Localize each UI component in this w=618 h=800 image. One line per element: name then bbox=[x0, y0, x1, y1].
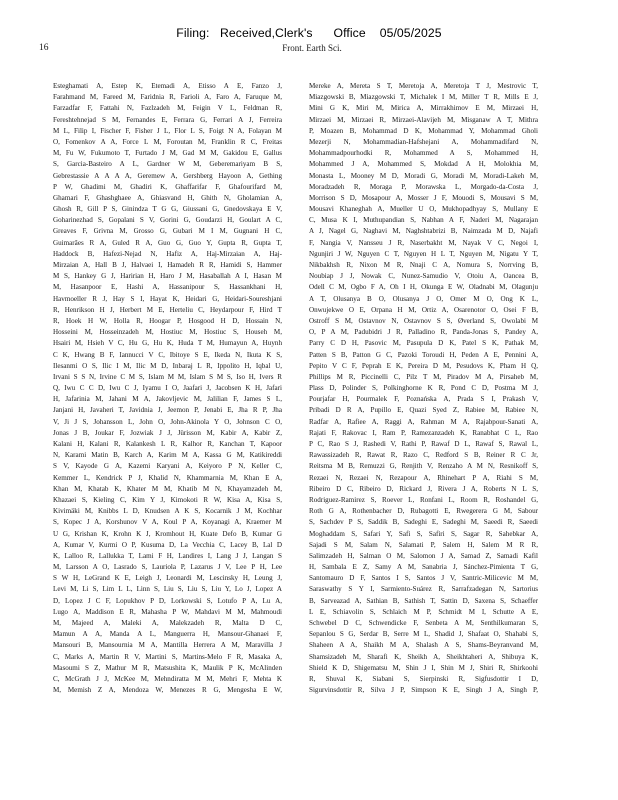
author-line: Roth G A, Rothenbacher D, Rubagotti E, Rwegerera G M, Sabour bbox=[309, 507, 538, 516]
author-line: Morrison S D, Mosapour A, Mosser J F, Mouodi S, Mousavi S M, bbox=[309, 193, 538, 202]
author-line: Odell C M, Ogbo F A, Oh I H, Okunga E W, Oladnabi M, Olagunju bbox=[309, 283, 538, 292]
author-line: H, Sambala E Z, Samy A M, Sanabria J, Sánchez-Pimienta T G, bbox=[309, 563, 538, 572]
author-line: A, Kumar V, Kurmi O P, Kusuma D, La Vecchia C, Lacey B, Lal D bbox=[53, 540, 282, 549]
author-line: U G, Krishan K, Krohn K J, Kromhout H, Kuate Defo B, Kumar G bbox=[53, 529, 282, 538]
author-line: Esteghamati A, Estep K, Etemadi A, Etisso A E, Fanzo J, bbox=[53, 82, 282, 90]
author-line: Gebrestassie A A A A, Geremew A, Gershberg Hayoon A, Gething bbox=[53, 171, 282, 180]
author-line: Ngunjiri J W, Nguyen C T, Nguyen H L T, Nguyen M, Nigatu Y T, bbox=[309, 249, 538, 258]
author-line: Haddock B, Hafezi-Nejad N, Hafiz A, Haj-Mirzaian A, Haj- bbox=[53, 249, 282, 258]
author-line: N, Karami Matin B, Karch A, Karim M A, Kassa G M, Katikireddi bbox=[53, 451, 282, 460]
author-line: A J, Nagel G, Naghavi M, Naghshtabrizi B, Naimzada M D, Najafi bbox=[309, 227, 538, 236]
author-line: Farzadfar F, Fattahi N, Fazlzadeh M, Feigin V L, Feldman R, bbox=[53, 104, 282, 113]
author-line: Ostroff S M, Ostavnov N, Ostavnov S S, Øverland S, Owolabi M bbox=[309, 316, 538, 325]
author-line: Hosseini M, Hosseinzadeh M, Hostiuc M, Hostiuc S, Househ M, bbox=[53, 328, 282, 337]
author-line: Mansouri B, Mansournia M A, Mantilla Herrera A M, Maravilla J bbox=[53, 641, 282, 650]
author-line: R, Shuval K, Siabani S, Sierpinski R, Sigfusdottir I D, bbox=[309, 674, 538, 683]
author-line: O, P A M, Padubidri J R, Palladino R, Panda-Jonas S, Pandey A, bbox=[309, 328, 538, 337]
author-line: Masoumi S Z, Mathur M R, Matsushita K, Maulik P K, McAlinden bbox=[53, 663, 282, 672]
author-line: M S, Hankey G J, Haririan H, Haro J M, Hasaballah A I, Hasan M bbox=[53, 272, 282, 281]
author-line: Pribadi D R A, Pupillo E, Quazi Syed Z, Rabiee M, Rabiee N, bbox=[309, 406, 538, 415]
filing-stamp: Filing: Received,Clerk's Office 05/05/2025 bbox=[176, 26, 442, 40]
author-list-left-column bbox=[53, 81, 282, 696]
author-line: Levi M, Li S, Lim L L, Linn S, Liu S, Liu S, Liu Y, Lo J, Lopez A bbox=[53, 585, 282, 594]
page-number: 16 bbox=[39, 43, 49, 53]
author-line: S, Sachdev P S, Saddik B, Sadeghi E, Sadeghi M, Saeedi R, Saeedi bbox=[309, 518, 538, 527]
author-line: Hsairi M, Hsieh V C, Hu G, Hu K, Huda T M, Humayun A, Huynh bbox=[53, 339, 282, 348]
author-line: Sigurvinsdottir R, Silva J P, Simpson K E, Singh J A, Singh P, bbox=[309, 686, 538, 695]
author-line: P, Moazen B, Mohammad D K, Mohammad Y, Mohammad Gholi bbox=[309, 126, 538, 135]
author-line: Khazaei S, Kieling C, Kim Y J, Kimokoti R W, Kisa A, Kisa S, bbox=[53, 495, 282, 504]
author-line: Goharinezhad S, Gopalani S V, Gorini G, Goudarzi H, Goulart A C, bbox=[53, 216, 282, 225]
author-line: Kivimäki M, Knibbs L D, Knudsen A K S, Kocarnik J M, Kochhar bbox=[53, 507, 282, 516]
author-line: M, Fu W, Fukumoto T, Furtado J M, Gad M M, Gakidou E, Gallus bbox=[53, 149, 282, 158]
author-line: B, Sarveazad A, Sathian B, Sathish T, Sattin D, Saxena S, Schaeffer bbox=[309, 596, 538, 605]
author-line: Mini G K, Miri M, Mirica A, Mirrakhimov E M, Mirzaei H, bbox=[309, 104, 538, 113]
journal-running-head: Front. Earth Sci. bbox=[282, 43, 342, 53]
author-line: Plass D, Polinder S, Polkinghorne K R, Pond C D, Postma M J, bbox=[309, 384, 538, 393]
author-line: Lugo A, Maddison E R, Mahasha P W, Mahdavi M M, Mahmoudi bbox=[53, 607, 282, 616]
author-line: Mezerji N, Mohammadian-Hafshejani A, Mohammadifard N, bbox=[309, 137, 538, 146]
author-line: Nikbakhsh R, Nixon M R, Nnaji C A, Nomura S, Norrving B, bbox=[309, 261, 538, 269]
author-list-right-column bbox=[309, 81, 538, 696]
author-line: M, Majeed A, Maleki A, Malekzadeh R, Malta D C, bbox=[53, 619, 282, 627]
author-line: M L, Filip I, Fischer F, Fisher J L, Flor L S, Foigt N A, Folayan M bbox=[53, 126, 282, 135]
author-line: Radfar A, Rafiee A, Raggi A, Rahman M A, Rajabpour-Sanati A, bbox=[309, 417, 538, 426]
author-line: Pourjafar H, Pourmalek F, Poznańska A, Prada S I, Prakash V, bbox=[309, 395, 538, 404]
author-line: S V, Kayode G A, Kazemi Karyani A, Keiyoro P N, Keller C, bbox=[53, 462, 282, 471]
author-line: Patten S B, Patton G C, Pazoki Toroudi H, Peden A E, Pennini A, bbox=[309, 350, 538, 359]
author-line: Ghamari F, Ghashghaee A, Ghiasvand H, Ghith N, Gholamian A, bbox=[53, 193, 282, 202]
author-line: Jonas J B, Joukar F, Jozwiak J J, Jürisson M, Kabir A, Kabir Z, bbox=[53, 428, 282, 437]
author-line: Mirzaei M, Mirzaei R, Mirzaei-Alavijeh M, Misganaw A T, Mithra bbox=[309, 115, 538, 124]
author-line: Q, Iwu C C D, Iwu C J, Iyamu I O, Jaafari J, Jacobsen K H, Jafari bbox=[53, 384, 282, 393]
author-line: Greaves F, Grivna M, Grosso G, Gubari M I M, Gugnani H C, bbox=[53, 227, 282, 236]
author-line: M, Hasanpoor E, Hashi A, Hassanipour S, Hassankhani H, bbox=[53, 283, 282, 292]
author-line: Reitsma M B, Remuzzi G, Renjith V, Renzaho A M N, Resnikoff S, bbox=[309, 462, 538, 471]
author-line: H, Jafarinia M, Jahani M A, Jakovljevic M, Jalilian F, James S L, bbox=[53, 395, 282, 404]
author-line: Phillips M R, Piccinelli C, Pilz T M, Piradov M A, Pirsaheb M, bbox=[309, 372, 538, 381]
author-line: Schwebel D C, Schwendicke F, Senbeta A M, Senthilkumaran S, bbox=[309, 619, 538, 627]
author-line: Fereshtehnejad S M, Fernandes E, Ferrara G, Ferrari A J, Ferreira bbox=[53, 115, 282, 124]
author-line: C, Marks A, Martin R V, Martini S, Martins-Melo F R, Masaka A, bbox=[53, 652, 282, 661]
author-line: Irvani S S N, Irvine C M S, Islam M M, Islam S M S, Iso H, Ivers R bbox=[53, 372, 282, 381]
author-line: Khan M, Khatab K, Khater M M, Khatib M N, Khayamzadeh M, bbox=[53, 484, 282, 493]
author-line: Shamsizadeh M, Sharafi K, Sheikh A, Sheikhtaheri A, Shibuya K, bbox=[309, 652, 538, 661]
author-line: Guimarães R A, Guled R A, Guo G, Guo Y, Gupta R, Gupta T, bbox=[53, 238, 282, 247]
author-line: K, Lalloo R, Lallukka T, Lami F H, Landires I, Lang J J, Langan S bbox=[53, 551, 282, 560]
author-line: M, Memish Z A, Mendoza W, Menezes R G, Mengesha E W, bbox=[53, 686, 282, 695]
author-line: P W, Ghadimi M, Ghadiri K, Ghaffarifar F, Ghafourifard M, bbox=[53, 182, 282, 191]
author-line: L E, Schiavolin S, Schlaich M P, Schmidt M I, Schutte A E, bbox=[309, 607, 538, 616]
author-line: C, Musa K I, Muthupandian S, Nabhan A F, Naderi M, Nagarajan bbox=[309, 216, 538, 225]
author-line: Kalani H, Kalani R, Kalankesh L R, Kalhor R, Kanchan T, Kapoor bbox=[53, 440, 282, 448]
author-line: Parry C D H, Pasovic M, Pasupula D K, Patel S K, Pathak M, bbox=[309, 339, 538, 348]
author-line: Mousavi Khaneghah A, Mueller U O, Mukhopadhyay S, Mullany E bbox=[309, 205, 538, 214]
author-line: Moradzadeh R, Moraga P, Morawska L, Morgado-da-Costa J, bbox=[309, 182, 538, 191]
author-line: Salimzadeh H, Salman O M, Salomon J A, Samad Z, Samadi Kafil bbox=[309, 551, 538, 560]
author-line: S, Kopec J A, Korshunov V A, Koul P A, Koyanagi A, Kraemer M bbox=[53, 518, 282, 527]
author-line: Sajadi S M, Salam N, Salamati P, Salem H, Salem M R R, bbox=[309, 540, 538, 549]
author-line: P C, Rao S J, Rashedi V, Rathi P, Rawaf D L, Rawaf S, Rawal L, bbox=[309, 440, 538, 448]
author-line: Rawassizadeh R, Rawat R, Razo C, Redford S B, Reiner R C Jr, bbox=[309, 451, 538, 460]
author-line: Ilesanmi O S, Ilic I M, Ilic M D, Inbaraj L R, Ippolito H, Iqbal U, bbox=[53, 361, 282, 370]
author-line: R, Hoek H W, Holla R, Hoogar P, Hosgood H D, Hossain N, bbox=[53, 316, 282, 325]
author-line: Onwujekwe O E, Orpana H M, Ortiz A, Osarenotor O, Osei F B, bbox=[309, 305, 538, 314]
author-line: Mamun A A, Manda A L, Manguerra H, Mansour-Ghanaei F, bbox=[53, 630, 282, 639]
author-line: M, Larsson A O, Lasrado S, Lauriola P, Lazarus J V, Lee P H, Lee bbox=[53, 563, 282, 572]
author-line: Shaheen A A, Shaikh M A, Shalash A S, Shams-Beyranvand M, bbox=[309, 641, 538, 650]
author-line: Janjani H, Javaheri T, Javidnia J, Jeemon P, Jenabi E, Jha R P, Jha bbox=[53, 406, 282, 415]
author-line: Miazgowski B, Miazgowski T, Michalek I M, Miller T R, Mills E J, bbox=[309, 93, 538, 102]
author-line: R, Henrikson H J, Herbert M E, Herteliu C, Heydarpour F, Hird T bbox=[53, 305, 282, 314]
author-line: Rodriguez-Ramirez S, Roever L, Ronfani L, Room R, Roshandel G, bbox=[309, 495, 538, 504]
author-line: Ribeiro D C, Ribeiro D, Rickard J, Rivera J A, Roberts N L S, bbox=[309, 484, 538, 493]
author-line: D, Lopez J C F, Lopukhov P D, Lorkowski S, Lotufo P A, Lu A, bbox=[53, 596, 282, 605]
author-line: Sepanlou S G, Serdar B, Serre M L, Shadid J, Shafaat O, Shahabi S, bbox=[309, 630, 538, 639]
author-line: C, McGrath J J, McKee M, Mehndiratta M M, Mehri F, Mehta K bbox=[53, 674, 282, 683]
author-line: Ghosh R, Gill P S, Ginindza T G G, Giussani G, Gnedovskaya E V, bbox=[53, 205, 282, 214]
author-line: Pepito V C F, Peprah E K, Pereira D M, Pesudovs K, Pham H Q, bbox=[309, 361, 538, 370]
author-line: Saraswathy S Y I, Sarmiento-Suárez R, Sarrafzadegan N, Sartorius bbox=[309, 585, 538, 594]
author-line: Rajati F, Rakovac I, Ram P, Ramezanzadeh K, Ranabhat C L, Rao bbox=[309, 428, 538, 437]
author-line: Noubiap J J, Nowak C, Nunez-Samudio V, Otoiu A, Oancea B, bbox=[309, 272, 538, 281]
author-line: Havmoeller R J, Hay S I, Hayat K, Heidari G, Heidari-Soureshjani bbox=[53, 294, 282, 303]
author-line: Mirzaian A, Hall B J, Halvaei I, Hamadeh R R, Hamidi S, Hammer bbox=[53, 261, 282, 269]
author-line: Rezaei N, Rezaei N, Rezapour A, Rhinehart P A, Riahi S M, bbox=[309, 473, 538, 482]
author-line: Kemmer L, Kendrick P J, Khalid N, Khammarnia M, Khan E A, bbox=[53, 473, 282, 482]
author-line: Shield K D, Shigematsu M, Shin J I, Shin M J, Shiri R, Shirkoohi bbox=[309, 663, 538, 672]
author-line: Mohammadpourhodki R, Mohammed A S, Mohammed H, bbox=[309, 149, 538, 158]
author-line: S W H, LeGrand K E, Leigh J, Leonardi M, Lescinsky H, Leung J, bbox=[53, 574, 282, 583]
author-line: A T, Olusanya B O, Olusanya J O, Omer M O, Ong K L, bbox=[309, 294, 538, 303]
author-line: V, Ji J S, Johansson L, John O, John-Akinola Y O, Johnson C O, bbox=[53, 417, 282, 426]
author-line: Mohammed J A, Mohammed S, Mokdad A H, Molokhia M, bbox=[309, 160, 538, 169]
author-line: Farahmand M, Fareed M, Faridnia R, Farioli A, Faro A, Faruque M, bbox=[53, 93, 282, 102]
author-line: Santomauro D F, Santos I S, Santos J V, Santric-Milicevic M M, bbox=[309, 574, 538, 583]
author-line: Monasta L, Mooney M D, Moradi G, Moradi M, Moradi-Lakeh M, bbox=[309, 171, 538, 180]
author-line: F, Nangia V, Nansseu J R, Naserbakht M, Nayak V C, Negoi I, bbox=[309, 238, 538, 247]
author-line: C K, Hwang B F, Iannucci V C, Ibitoye S E, Ikeda N, Ikuta K S, bbox=[53, 350, 282, 359]
author-line: O, Fomenkov A A, Force L M, Foroutan M, Franklin R C, Freitas bbox=[53, 137, 282, 146]
author-line: Moghaddam S, Safari Y, Safi S, Safiri S, Sagar R, Sahebkar A, bbox=[309, 529, 538, 538]
author-line: S, Garcia-Basteiro A L, Gardner W M, Geberemariyam B S, bbox=[53, 160, 282, 169]
author-line: Mereke A, Mereta S T, Meretoja A, Meretoja T J, Mestrovic T, bbox=[309, 82, 538, 90]
